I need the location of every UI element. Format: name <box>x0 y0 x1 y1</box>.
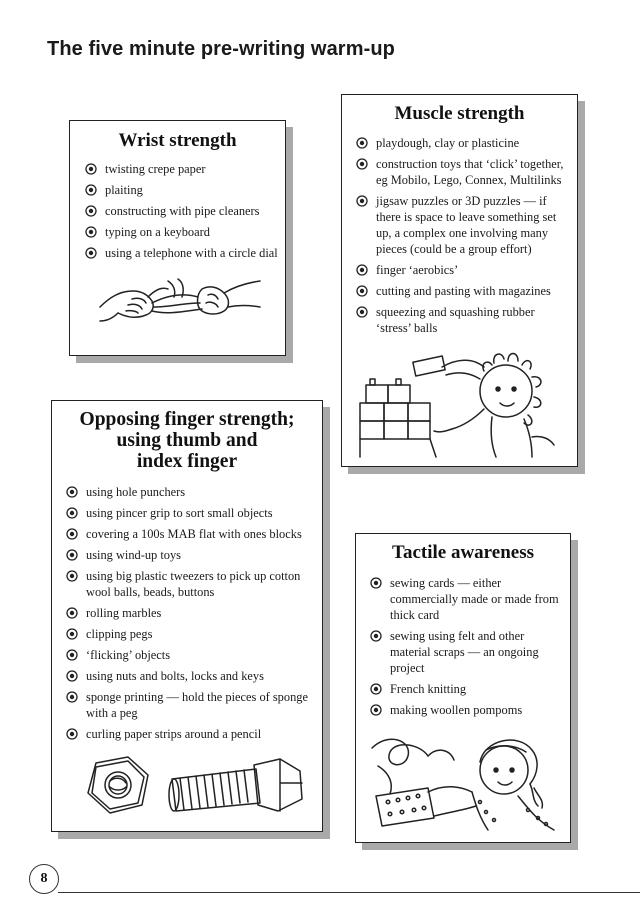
muscle-strength-card <box>341 94 578 467</box>
list-item <box>354 283 572 299</box>
nut-and-bolt-illustration <box>76 753 306 823</box>
list-item <box>64 726 314 742</box>
list-item-text: constructing with pipe cleaners <box>105 203 260 218</box>
swirl-bullet-icon <box>356 306 368 318</box>
list-item <box>368 575 562 623</box>
opposing-finger-strength-title <box>52 409 322 472</box>
swirl-bullet-icon <box>356 195 368 207</box>
list-item <box>368 702 562 718</box>
title-line: using thumb and <box>116 430 258 451</box>
title-line: index finger <box>136 451 238 472</box>
tactile-awareness-title: Tactile awareness <box>392 542 534 563</box>
list-item <box>64 647 314 663</box>
list-item-text: playdough, clay or plasticine <box>376 135 520 150</box>
list-item <box>64 526 314 542</box>
list-item-text: twisting crepe paper <box>105 161 206 176</box>
list-item-text: ‘flicking’ objects <box>86 648 171 662</box>
swirl-bullet-icon <box>66 670 78 682</box>
wrist-strength-list <box>83 161 281 261</box>
list-item <box>83 182 281 198</box>
list-item-text: squeezing and squashing rubber ‘stress’ balls <box>376 304 535 335</box>
tactile-awareness-card <box>355 533 571 843</box>
page-number: 8 <box>29 864 59 894</box>
list-item <box>64 689 314 721</box>
list-item-text: making woollen pompoms <box>390 702 523 717</box>
swirl-bullet-icon <box>85 247 97 259</box>
list-item <box>64 505 314 521</box>
list-item <box>64 484 314 500</box>
list-item-text: sewing using felt and other material scraps — an ongoing project <box>390 628 539 675</box>
list-item-text: using big plastic tweezers to pick up cotton wool balls, beads, buttons <box>86 569 301 599</box>
list-item <box>354 135 572 151</box>
list-item <box>64 547 314 563</box>
swirl-bullet-icon <box>356 285 368 297</box>
swirl-bullet-icon <box>85 184 97 196</box>
swirl-bullet-icon <box>356 264 368 276</box>
list-item <box>83 203 281 219</box>
list-item <box>64 626 314 642</box>
muscle-strength-title: Muscle strength <box>394 103 525 124</box>
list-item-text: using pincer grip to sort small objects <box>86 506 273 520</box>
list-item <box>368 628 562 676</box>
swirl-bullet-icon <box>66 549 78 561</box>
swirl-bullet-icon <box>66 486 78 498</box>
list-item <box>64 605 314 621</box>
list-item <box>83 161 281 177</box>
tactile-awareness-list <box>368 575 562 718</box>
swirl-bullet-icon <box>66 691 78 703</box>
child-sewing-illustration <box>368 726 560 836</box>
list-item-text: using hole punchers <box>86 485 186 499</box>
list-item-text: finger ‘aerobics’ <box>376 262 459 277</box>
swirl-bullet-icon <box>85 226 97 238</box>
list-item-text: typing on a keyboard <box>105 224 210 239</box>
list-item-text: construction toys that ‘click’ together, eg Mobilo, Lego, Connex, Multilinks <box>376 156 564 187</box>
list-item <box>64 568 314 600</box>
swirl-bullet-icon <box>66 628 78 640</box>
muscle-strength-list <box>354 135 572 336</box>
title-line: Opposing finger strength; <box>79 409 295 430</box>
list-item-text: sewing cards — either commercially made or made from thick card <box>390 575 559 622</box>
wrist-strength-card <box>69 120 286 356</box>
swirl-bullet-icon <box>356 137 368 149</box>
swirl-bullet-icon <box>356 158 368 170</box>
list-item-text: using a telephone with a circle dial <box>105 245 278 260</box>
child-with-blocks-illustration <box>356 345 556 460</box>
footer-rule <box>58 892 640 893</box>
list-item-text: jigsaw puzzles or 3D puzzles — if there is space to leave something set up, a complex one involving many pieces (could be a group effort) <box>376 193 557 256</box>
list-item-text: cutting and pasting with magazines <box>376 283 551 298</box>
swirl-bullet-icon <box>370 683 382 695</box>
swirl-bullet-icon <box>66 649 78 661</box>
swirl-bullet-icon <box>85 205 97 217</box>
list-item <box>354 156 572 188</box>
swirl-bullet-icon <box>370 630 382 642</box>
wrist-strength-title: Wrist strength <box>118 130 237 151</box>
list-item-text: using nuts and bolts, locks and keys <box>86 669 264 683</box>
swirl-bullet-icon <box>85 163 97 175</box>
swirl-bullet-icon <box>66 607 78 619</box>
hands-twisting-paper-illustration <box>98 267 263 339</box>
list-item-text: rolling marbles <box>86 606 162 620</box>
swirl-bullet-icon <box>370 577 382 589</box>
list-item <box>64 668 314 684</box>
list-item <box>83 245 281 261</box>
list-item <box>354 304 572 336</box>
swirl-bullet-icon <box>370 704 382 716</box>
list-item-text: sponge printing — hold the pieces of sponge with a peg <box>86 690 308 720</box>
list-item-text: clipping pegs <box>86 627 153 641</box>
list-item-text: using wind-up toys <box>86 548 181 562</box>
list-item-text: plaiting <box>105 182 143 197</box>
list-item-text: French knitting <box>390 681 467 696</box>
list-item <box>368 681 562 697</box>
opposing-finger-strength-list <box>64 484 314 742</box>
opposing-finger-strength-card <box>51 400 323 832</box>
swirl-bullet-icon <box>66 728 78 740</box>
swirl-bullet-icon <box>66 528 78 540</box>
page-title: The five minute pre-writing warm-up <box>47 38 395 60</box>
list-item <box>83 224 281 240</box>
list-item-text: curling paper strips around a pencil <box>86 727 262 741</box>
swirl-bullet-icon <box>66 570 78 582</box>
list-item <box>354 193 572 257</box>
swirl-bullet-icon <box>66 507 78 519</box>
list-item-text: covering a 100s MAB flat with ones blocks <box>86 527 302 541</box>
list-item <box>354 262 572 278</box>
